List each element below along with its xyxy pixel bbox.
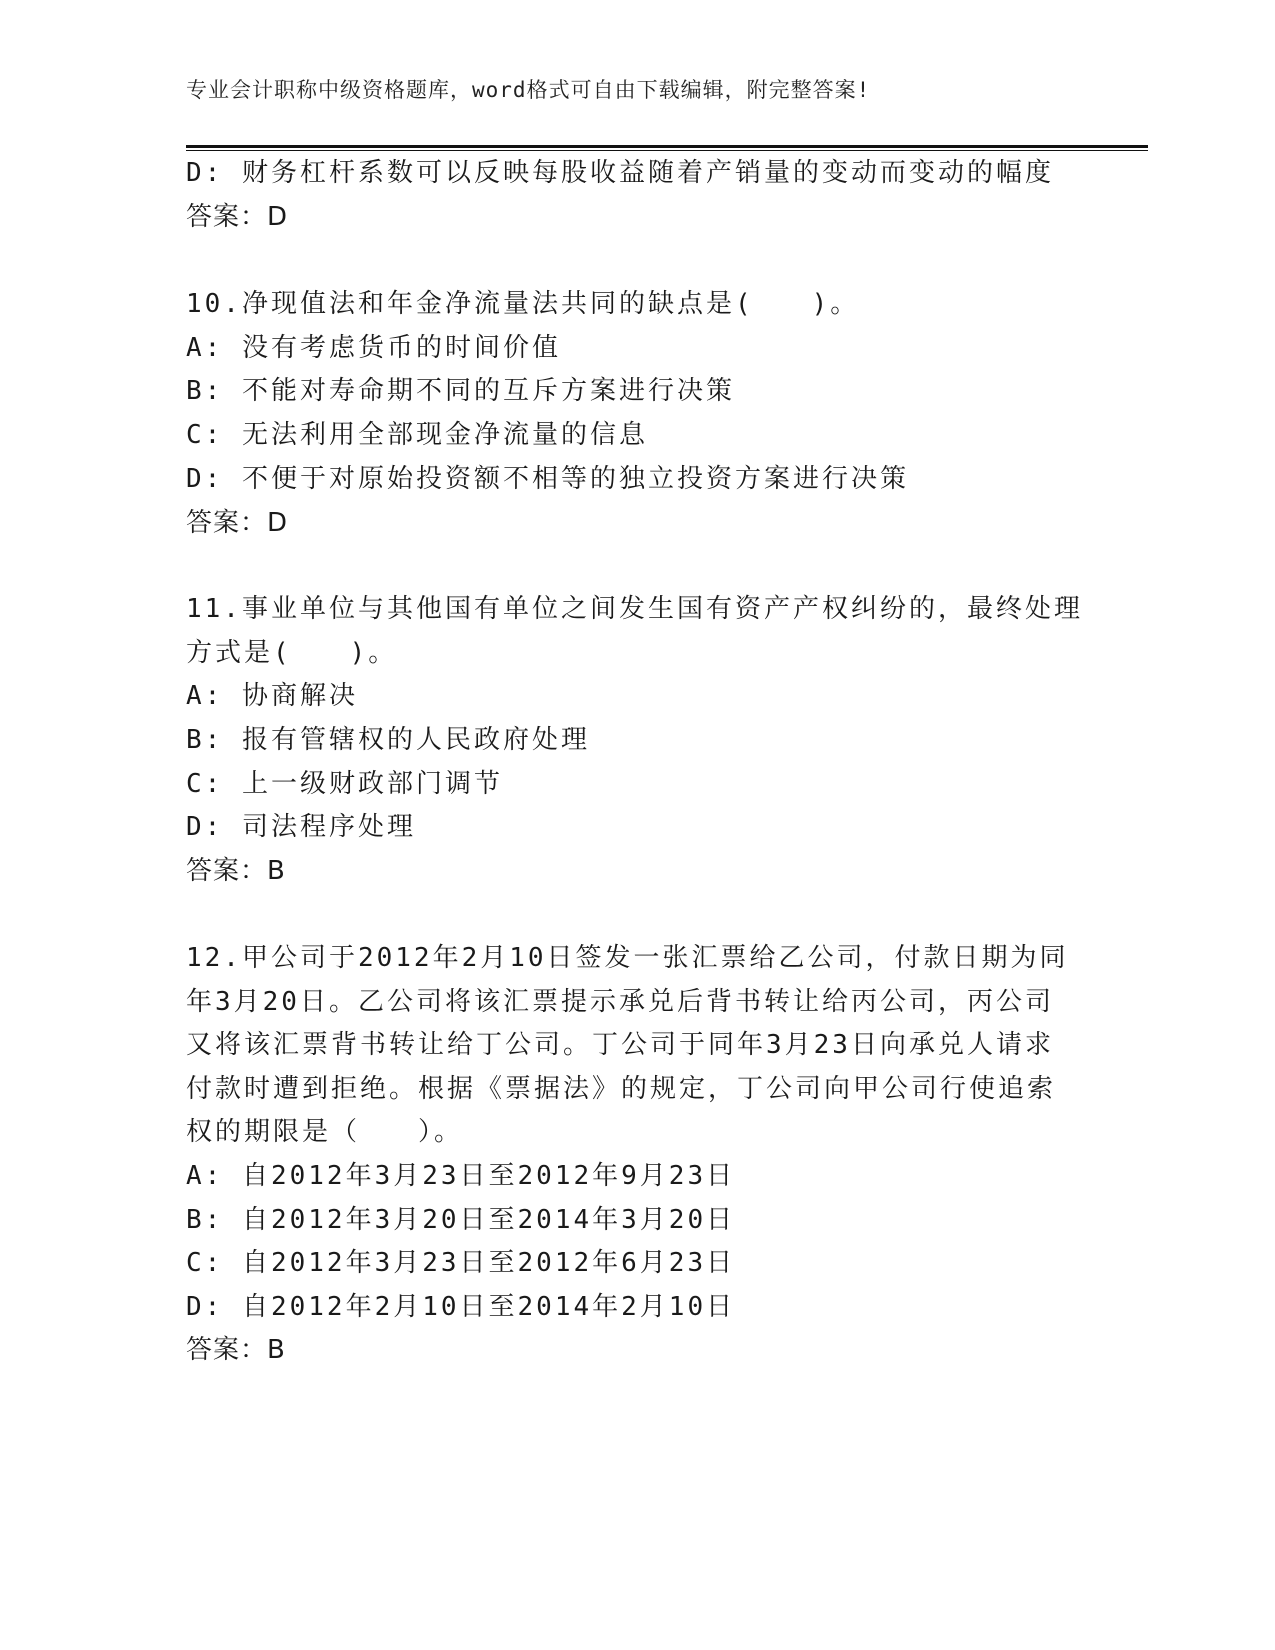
q12-stem-line1: 12.甲公司于2012年2月10日签发一张汇票给乙公司，付款日期为同 (186, 943, 1069, 973)
page-header: 专业会计职称中级资格题库，word格式可自由下载编辑，附完整答案! (186, 78, 871, 102)
q10-stem: 10.净现值法和年金净流量法共同的缺点是( )。 (186, 289, 860, 319)
q11-stem-line2: 方式是( )。 (186, 638, 398, 668)
q12-stem-line2: 年3月20日。乙公司将该汇票提示承兑后背书转让给丙公司，丙公司 (186, 987, 1054, 1017)
q11-option-c: C: 上一级财政部门调节 (186, 769, 503, 799)
q10-option-b: B: 不能对寿命期不同的互斥方案进行决策 (186, 376, 735, 406)
q11-stem-line1: 11.事业单位与其他国有单位之间发生国有资产产权纠纷的，最终处理 (186, 594, 1083, 624)
q12-stem-line5: 权的期限是（ ）。 (186, 1117, 464, 1147)
header-rule (186, 145, 1148, 148)
q11-option-a: A: 协商解决 (186, 681, 358, 711)
header-rule-thin (186, 150, 1148, 151)
q10-answer: 答案：D (186, 508, 289, 538)
q11-option-b: B: 报有管辖权的人民政府处理 (186, 725, 590, 755)
q10-option-a: A: 没有考虑货币的时间价值 (186, 333, 561, 363)
q12-stem-line3: 又将该汇票背书转让给丁公司。丁公司于同年3月23日向承兑人请求 (186, 1030, 1054, 1060)
q12-answer: 答案：B (186, 1335, 286, 1365)
q10-option-d: D: 不便于对原始投资额不相等的独立投资方案进行决策 (186, 464, 909, 494)
prev-answer: 答案：D (186, 202, 289, 232)
q10-option-c: C: 无法利用全部现金净流量的信息 (186, 420, 648, 450)
q12-option-a: A: 自2012年3月23日至2012年9月23日 (186, 1161, 736, 1191)
q12-option-d: D: 自2012年2月10日至2014年2月10日 (186, 1292, 736, 1322)
q12-option-c: C: 自2012年3月23日至2012年6月23日 (186, 1248, 736, 1278)
prev-option-d: D: 财务杠杆系数可以反映每股收益随着产销量的变动而变动的幅度 (186, 158, 1054, 188)
q12-stem-line4: 付款时遭到拒绝。根据《票据法》的规定，丁公司向甲公司行使追索 (186, 1074, 1057, 1104)
q11-option-d: D: 司法程序处理 (186, 812, 416, 842)
q11-answer: 答案：B (186, 856, 286, 886)
q12-option-b: B: 自2012年3月20日至2014年3月20日 (186, 1205, 736, 1235)
